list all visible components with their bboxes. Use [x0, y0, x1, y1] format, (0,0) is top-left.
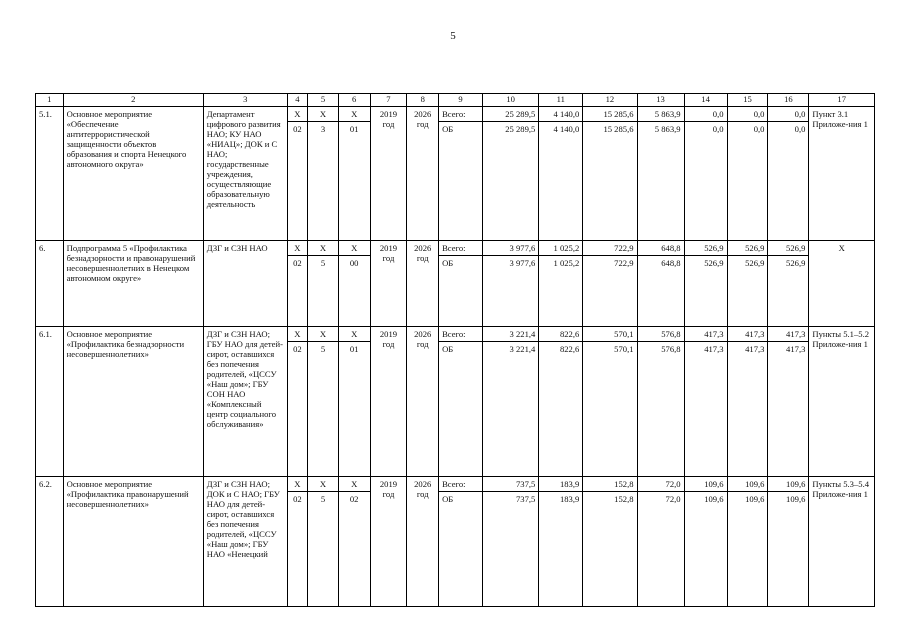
amount-cell: 4 140,0 [539, 107, 583, 122]
amount-cell: 1 025,2 [539, 241, 583, 256]
code-col4: 02 [287, 256, 307, 327]
header-cell: 12 [583, 94, 637, 107]
amount-cell: 15 285,6 [583, 107, 637, 122]
amount-cell: 4 140,0 [539, 122, 583, 241]
funding-source: ОБ [439, 492, 483, 607]
amount-cell: 0,0 [727, 107, 768, 122]
row-executors: ДЗГ и СЗН НАО; ГБУ НАО для детей-сирот, оставшихся без попечения родителей, «ЦССУ «Наш дом»; ГБУ СОН НАО «Комплексный центр социального обслуживания» [203, 327, 287, 477]
end-year: 2026 год [407, 241, 439, 327]
row-title: Основное мероприятие «Профилактика безнадзорности несовершеннолетних» [63, 327, 203, 477]
amount-cell: 822,6 [539, 327, 583, 342]
amount-cell: 1 025,2 [539, 256, 583, 327]
code-col6: X [338, 477, 370, 492]
amount-cell: 0,0 [768, 122, 809, 241]
amount-cell: 183,9 [539, 492, 583, 607]
code-col5: 5 [308, 256, 339, 327]
header-cell: 13 [637, 94, 684, 107]
amount-cell: 25 289,5 [483, 122, 539, 241]
code-col6: X [338, 327, 370, 342]
amount-cell: 526,9 [727, 241, 768, 256]
amount-cell: 526,9 [684, 256, 727, 327]
row-executors: Департамент цифрового развития НАО; КУ НАО «НИАЦ»; ДОК и С НАО; государственные учреждения, осуществляющие образовательную деятельность [203, 107, 287, 241]
reference-cell: Пункты 5.1–5.2 Приложе-ния 1 [809, 327, 875, 477]
header-cell: 3 [203, 94, 287, 107]
amount-cell: 3 221,4 [483, 342, 539, 477]
row-executors: ДЗГ и СЗН НАО; ДОК и С НАО; ГБУ НАО для детей-сирот, оставшихся без попечения родителей, «ЦССУ «Наш дом»; ГБУ НАО «Ненецкий [203, 477, 287, 607]
amount-cell: 0,0 [684, 122, 727, 241]
header-row [36, 94, 875, 107]
header-cell: 6 [338, 94, 370, 107]
funding-source: ОБ [439, 256, 483, 327]
code-col6: 01 [338, 342, 370, 477]
header-cell: 4 [287, 94, 307, 107]
amount-cell: 152,8 [583, 477, 637, 492]
amount-cell: 72,0 [637, 492, 684, 607]
header-cell: 8 [407, 94, 439, 107]
funding-source: ОБ [439, 342, 483, 477]
reference-cell: Пункты 5.3–5.4 Приложе-ния 1 [809, 477, 875, 607]
code-col4: 02 [287, 122, 307, 241]
header-cell: 10 [483, 94, 539, 107]
code-col5: X [308, 327, 339, 342]
reference-cell: Пункт 3.1 Приложе-ния 1 [809, 107, 875, 241]
amount-cell: 109,6 [768, 492, 809, 607]
amount-cell: 417,3 [684, 327, 727, 342]
reference-cell: X [809, 241, 875, 327]
amount-cell: 3 977,6 [483, 256, 539, 327]
funding-source: Всего: [439, 241, 483, 256]
code-col6: 01 [338, 122, 370, 241]
header-cell: 11 [539, 94, 583, 107]
start-year: 2019 год [370, 327, 407, 477]
row-title: Основное мероприятие «Профилактика правонарушений несовершеннолетних» [63, 477, 203, 607]
amount-cell: 722,9 [583, 241, 637, 256]
amount-cell: 417,3 [768, 327, 809, 342]
end-year: 2026 год [407, 107, 439, 241]
amount-cell: 72,0 [637, 477, 684, 492]
amount-cell: 526,9 [684, 241, 727, 256]
code-col6: 02 [338, 492, 370, 607]
amount-cell: 3 977,6 [483, 241, 539, 256]
code-col4: 02 [287, 492, 307, 607]
table-row [36, 107, 875, 122]
table-row [36, 241, 875, 256]
amount-cell: 0,0 [684, 107, 727, 122]
amount-cell: 648,8 [637, 256, 684, 327]
amount-cell: 25 289,5 [483, 107, 539, 122]
code-col4: 02 [287, 342, 307, 477]
row-number: 6.1. [36, 327, 64, 477]
amount-cell: 722,9 [583, 256, 637, 327]
page-number: 5 [450, 30, 456, 42]
header-cell: 9 [439, 94, 483, 107]
header-cell: 14 [684, 94, 727, 107]
code-col5: 5 [308, 492, 339, 607]
code-col4: X [287, 327, 307, 342]
funding-source: ОБ [439, 122, 483, 241]
amount-cell: 737,5 [483, 492, 539, 607]
amount-cell: 109,6 [768, 477, 809, 492]
row-number: 5.1. [36, 107, 64, 241]
amount-cell: 576,8 [637, 342, 684, 477]
end-year: 2026 год [407, 477, 439, 607]
code-col6: 00 [338, 256, 370, 327]
amount-cell: 152,8 [583, 492, 637, 607]
amount-cell: 648,8 [637, 241, 684, 256]
code-col5: X [308, 241, 339, 256]
amount-cell: 526,9 [768, 241, 809, 256]
header-cell: 16 [768, 94, 809, 107]
amount-cell: 0,0 [768, 107, 809, 122]
amount-cell: 3 221,4 [483, 327, 539, 342]
amount-cell: 526,9 [768, 256, 809, 327]
amount-cell: 5 863,9 [637, 122, 684, 241]
amount-cell: 417,3 [727, 327, 768, 342]
row-number: 6.2. [36, 477, 64, 607]
header-cell: 1 [36, 94, 64, 107]
start-year: 2019 год [370, 477, 407, 607]
amount-cell: 109,6 [727, 492, 768, 607]
amount-cell: 109,6 [684, 477, 727, 492]
amount-cell: 822,6 [539, 342, 583, 477]
amount-cell: 570,1 [583, 327, 637, 342]
amount-cell: 15 285,6 [583, 122, 637, 241]
start-year: 2019 год [370, 241, 407, 327]
code-col4: X [287, 477, 307, 492]
amount-cell: 417,3 [684, 342, 727, 477]
code-col5: 3 [308, 122, 339, 241]
table-row [36, 477, 875, 492]
amount-cell: 417,3 [768, 342, 809, 477]
row-title: Подпрограмма 5 «Профилактика безнадзорности и правонарушений несовершеннолетних в Ненецком автономном округе» [63, 241, 203, 327]
row-title: Основное мероприятие «Обеспечение антитеррористической защищенности объектов образования и спорта Ненецкого автономного округа» [63, 107, 203, 241]
start-year: 2019 год [370, 107, 407, 241]
amount-cell: 109,6 [684, 492, 727, 607]
header-cell: 7 [370, 94, 407, 107]
funding-source: Всего: [439, 327, 483, 342]
amount-cell: 576,8 [637, 327, 684, 342]
code-col5: 5 [308, 342, 339, 477]
amount-cell: 5 863,9 [637, 107, 684, 122]
code-col6: X [338, 241, 370, 256]
code-col6: X [338, 107, 370, 122]
row-number: 6. [36, 241, 64, 327]
code-col5: X [308, 477, 339, 492]
table-row [36, 327, 875, 342]
funding-source: Всего: [439, 477, 483, 492]
header-cell: 17 [809, 94, 875, 107]
amount-cell: 0,0 [727, 122, 768, 241]
funding-source: Всего: [439, 107, 483, 122]
header-cell: 2 [63, 94, 203, 107]
header-cell: 15 [727, 94, 768, 107]
amount-cell: 526,9 [727, 256, 768, 327]
amount-cell: 417,3 [727, 342, 768, 477]
code-col4: X [287, 107, 307, 122]
row-executors: ДЗГ и СЗН НАО [203, 241, 287, 327]
header-cell: 5 [308, 94, 339, 107]
program-table [35, 93, 875, 607]
amount-cell: 109,6 [727, 477, 768, 492]
code-col5: X [308, 107, 339, 122]
code-col4: X [287, 241, 307, 256]
amount-cell: 737,5 [483, 477, 539, 492]
amount-cell: 183,9 [539, 477, 583, 492]
end-year: 2026 год [407, 327, 439, 477]
amount-cell: 570,1 [583, 342, 637, 477]
